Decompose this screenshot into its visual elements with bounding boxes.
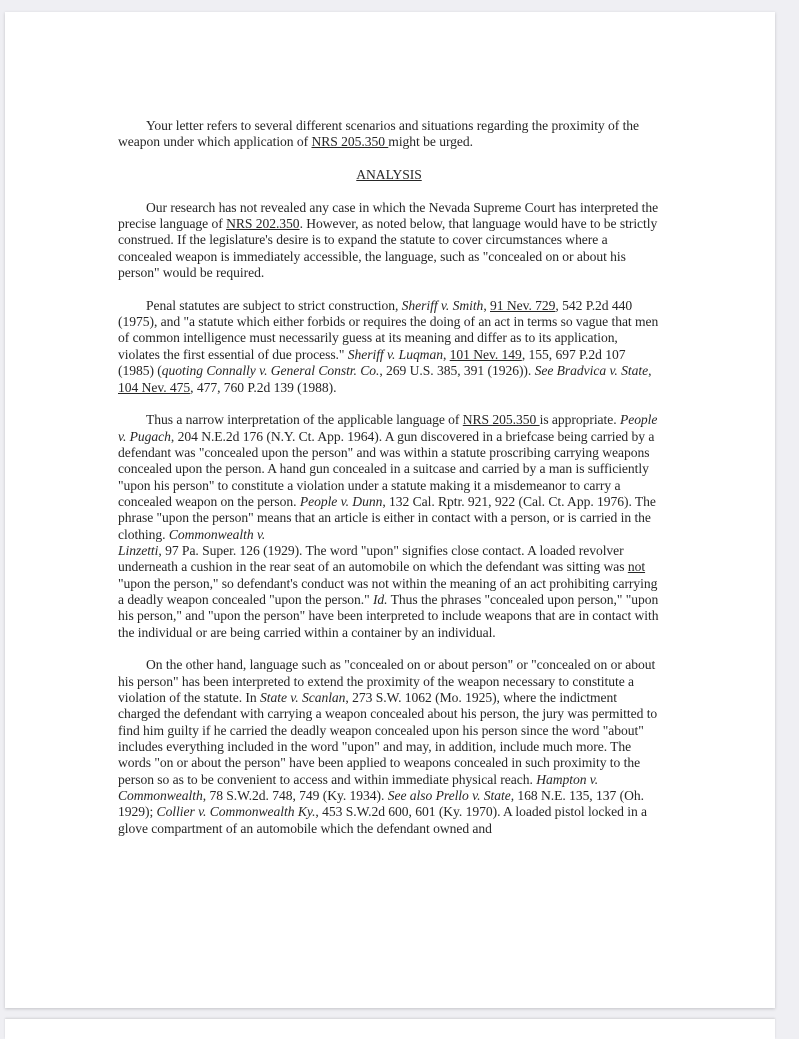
case-citation: Linzetti [118, 542, 159, 558]
paragraph-text: Our research has not revealed any case in which the Nevada Supreme Court has interpreted the precise language of [118, 199, 659, 232]
statute-reference: NRS 205.350 [311, 134, 389, 150]
page-content [118, 118, 660, 853]
paragraph-text: , [648, 363, 652, 379]
emphasis: not [627, 559, 646, 575]
paragraph-narrow-interpretation [118, 412, 660, 641]
paragraph-penal-statutes [118, 298, 660, 396]
paragraph-text: Penal statutes are subject to strict construction, [146, 297, 402, 313]
paragraph-text: is appropriate. [539, 412, 620, 428]
paragraph-text: , 477, 760 P.2d 139 (1988). [190, 379, 337, 395]
statute-reference: NRS 205.350 [462, 412, 540, 428]
case-citation: Commonwealth v. [168, 526, 266, 542]
paragraph-text: Thus a narrow interpretation of the applicable language of [146, 412, 463, 428]
statute-reference: NRS 202.350 [226, 216, 300, 232]
case-citation: See Bradvica v. State [534, 363, 649, 379]
paragraph-text: , 542 P.2d 440 (1975), and "a statute which either forbids or requires the doing of an act in terms so vague that men of common intelligence must necessarily guess at its meaning and differ as to its application, violates the first essential of due process." [118, 297, 659, 362]
case-citation: Sheriff v. Luqman [347, 346, 443, 362]
reporter-reference: 91 Nev. 729 [490, 297, 556, 313]
case-citation: Sheriff v. Smith [401, 297, 484, 313]
document-page [5, 12, 775, 1008]
paragraph-other-hand [118, 657, 660, 837]
case-citation: Collier v. Commonwealth Ky. [156, 804, 316, 820]
paragraph-text: , 269 U.S. 385, 391 (1926)). [379, 363, 535, 379]
case-citation: See also Prello v. State [387, 788, 511, 804]
paragraph-text: , 453 S.W.2d 600, 601 (Ky. 1970). A loaded pistol locked in a glove compartment of an automobile which the defendant owned and [118, 804, 648, 836]
reporter-reference: 104 Nev. 475 [118, 379, 191, 395]
case-citation: State v. Scanlan [260, 690, 346, 706]
next-page-edge [5, 1019, 775, 1039]
intro-paragraph [118, 118, 660, 151]
reporter-reference: 101 Nev. 149 [449, 346, 522, 362]
case-citation: quoting Connally v. General Constr. Co. [161, 363, 380, 379]
paragraph-text: , 273 S.W. 1062 (Mo. 1925), where the indictment charged the defendant with carrying a weapon concealed about his person, the jury was permitted to find him guilty if he carried the deadly weapon concealed upon his person since the word "about" includes everything included in the word "upon" and may, in addition, include much more. The words "on or about the person" have been applied to weapons concealed in such proximity to the person so as to be convenient to access and within immediate physical reach. [118, 690, 658, 787]
paragraph-text: , 132 Cal. Rptr. 921, 922 (Cal. Ct. App. 1976). The phrase "upon the person" means that an article is either in contact with a person, or is carried in the clothing. [118, 493, 656, 542]
intro-text: Your letter refers to several different scenarios and situations regarding the proximity of the weapon under which application of [118, 118, 640, 150]
intro-text-end: might be urged. [388, 134, 473, 150]
paragraph-text: , 155, 697 P.2d 107 (1985) ( [118, 346, 626, 379]
case-citation: Id. [372, 591, 388, 607]
paragraph-text: On the other hand, language such as "concealed on or about person" or "concealed on or about his person" has been interpreted to extend the proximity of the weapon necessary to constitute a violation of the statute. In [118, 657, 656, 706]
paragraph-text: , [442, 346, 450, 362]
paragraph-research [118, 200, 660, 282]
case-citation: People v. Pugach [118, 412, 658, 444]
case-citation: People v. Dunn [299, 493, 383, 509]
case-citation: Hampton v. Commonwealth [118, 771, 599, 804]
paragraph-text: Thus the phrases "concealed upon person," "upon his person," and "upon the person" have been interpreted to include weapons that are in contact with the individual or are being carried within a container by an individual. [118, 591, 659, 640]
paragraph-text: , 78 S.W.2d. 748, 749 (Ky. 1934). [202, 788, 388, 804]
paragraph-text: , 168 N.E. 135, 137 (Oh. 1929); [118, 788, 644, 820]
paragraph-text: , 204 N.E.2d 176 (N.Y. Ct. App. 1964). A gun discovered in a briefcase being carried by a defendant was "concealed upon the person" and was within a statute proscribing carrying weapons concealed upon the person. A hand gun concealed in a suitcase and carried by a man is sufficiently "upon his person" to constitute a violation under a statute making it a misdemeanor to carry a concealed weapon on the person. [118, 428, 655, 509]
section-heading: ANALYSIS [356, 167, 422, 183]
paragraph-text: "upon the person," so defendant's conduct was not within the meaning of an act prohibiting carrying a deadly weapon concealed "upon the person." [118, 575, 658, 607]
paragraph-text: , 97 Pa. Super. 126 (1929). The word "upon" signifies close contact. A loaded revolver underneath a cushion in the rear seat of an automobile on which the defendant was sitting was [118, 542, 628, 575]
paragraph-text: . However, as noted below, that language would have to be strictly construed. If the legislature's desire is to expand the statute to cover circumstances where a concealed weapon is immediately accessible, the language, such as "concealed on or about his person" would be required. [118, 216, 658, 281]
paragraph-text: , [483, 297, 491, 313]
